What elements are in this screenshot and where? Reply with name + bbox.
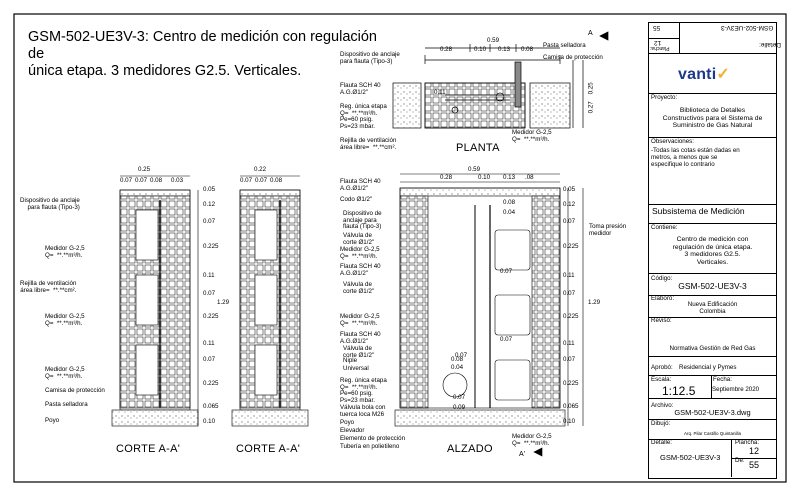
corte2-caption: CORTE A-A' xyxy=(236,443,301,455)
alzado-idim-6: 0.08 xyxy=(451,356,464,363)
plan-dim-4: 0.08 xyxy=(521,46,534,53)
corte1-rdim-7: 0.225 xyxy=(203,313,219,320)
plan-caption: PLANTA xyxy=(456,142,500,154)
corte1-dim-total: 0.25 xyxy=(138,166,151,173)
alzado-idim-2: 0.04 xyxy=(503,209,516,216)
alzado-label-universal: Universal xyxy=(343,365,369,372)
corte1-rdim-8: 0.11 xyxy=(203,340,215,347)
plan-label-rejilla: Rejilla de ventilación área libre= **.**cm². xyxy=(340,137,397,151)
alzado-label-medidor3: Medidor G-2,5 Q= **.**m³/h. xyxy=(512,433,552,447)
alzado-label-elevador: Elevador xyxy=(340,427,365,434)
alzado-label-valvula-bola: Válvula bola con tuerca loca M26 xyxy=(340,404,386,418)
title-line-1: GSM-502-UE3V-3: Centro de medición con regulación de xyxy=(28,29,377,62)
tb-top-code: GSM-502-UE3V-3 xyxy=(721,24,774,31)
tb-aprobo-v: Residencial y Pymes xyxy=(679,364,737,371)
plan-dim-027: 0.27 xyxy=(587,101,595,114)
alzado-label-elemento: Elemento de protección xyxy=(340,435,406,442)
corte1-label-camisa: Camisa de protección xyxy=(45,387,105,394)
alzado-dim-1: 0.28 xyxy=(440,174,453,181)
alzado-rdim-9: 0.07 xyxy=(563,356,576,363)
corte1-dim-3: 0.08 xyxy=(150,177,163,184)
tb-fecha-v: Septiembre 2020 xyxy=(712,386,760,393)
alzado-section-marker: A' xyxy=(519,451,526,458)
tb-archivo-v: GSM-502-UE3V-3.dwg xyxy=(674,408,751,417)
tb-subsistema: Subsistema de Medición xyxy=(652,206,745,216)
tb-detalle-v: GSM-502-UE3V-3 xyxy=(660,453,721,462)
tb-observ-v: -Todas las cotas están dadas en metros, a menos que se especifique lo contrario xyxy=(651,147,740,168)
alzado-rdim-10: 0.225 xyxy=(563,380,579,387)
alzado-rdim-2: 0.12 xyxy=(563,201,576,208)
tb-contiene-v: Centro de medición con regulación de única etapa. 3 medidores G2.5. Verticales. xyxy=(672,236,753,266)
sheet-title xyxy=(28,29,388,80)
alzado-label-flauta3: Flauta SCH 40 A.G.Ø1/2" xyxy=(340,331,381,345)
alzado-rdim-6: 0.07 xyxy=(563,290,576,297)
plan-dim-3: 0.13 xyxy=(498,46,511,53)
corte1-label-anclaje: Dispositivo de anclaje para flauta (Tipo-3) xyxy=(20,197,80,211)
corte2-dim-2: 0.07 xyxy=(255,177,268,184)
plan-label-anclaje: Dispositivo de anclaje para flauta (Tipo-3) xyxy=(340,51,400,65)
corte1-total: 1.29 xyxy=(217,299,230,306)
corte1-label-medidor2: Medidor G-2,5 Q= **.**m³/h. xyxy=(45,313,85,327)
plan-dim-025: 0.25 xyxy=(587,82,595,95)
corte1-view xyxy=(112,176,198,426)
tb-dibujo-h: Dibujó: xyxy=(651,420,671,427)
tb-elaboro-v: Nueva Edificación Colombia xyxy=(687,301,738,315)
corte1-rdim-3: 0.07 xyxy=(203,218,216,225)
corte2-dim-total: 0.22 xyxy=(254,166,267,173)
alzado-rdim-7: 0.225 xyxy=(563,313,579,320)
corte1-label-medidor1: Medidor G-2,5 Q= **.**m³/h. xyxy=(45,245,85,259)
alzado-rdim-11: 0.065 xyxy=(563,403,579,410)
corte1-rdim-12: 0.10 xyxy=(203,418,216,425)
alzado-dim-3: 0.13 xyxy=(503,174,516,181)
corte1-label-pasta: Pasta selladora xyxy=(45,401,88,408)
tb-proyecto-h: Proyecto: xyxy=(651,94,678,101)
corte2-dim-1: 0.07 xyxy=(240,177,253,184)
corte1-label-poyo: Poyo xyxy=(45,417,60,424)
alzado-rdim-5: 0.11 xyxy=(563,272,575,279)
alzado-idim-7: 0.04 xyxy=(451,364,464,371)
alzado-total: 1.29 xyxy=(588,299,601,306)
plan-section-marker: A xyxy=(588,30,593,37)
corte1-rdim-4: 0.225 xyxy=(203,243,219,250)
alzado-label-valvula3: Válvula de corte Ø1/2" xyxy=(343,345,375,359)
corte2-dim-3: 0.08 xyxy=(270,177,283,184)
tb-elaboro-h: Elaboró: xyxy=(651,295,675,302)
tb-aprobo-h: Aprobó: xyxy=(651,364,673,371)
tb-reviso-h: Revisó: xyxy=(651,317,672,324)
tb-plancha-v: 12 xyxy=(749,446,760,456)
tb-de-v: 55 xyxy=(749,460,760,470)
alzado-idim-4: 0.07 xyxy=(500,336,513,343)
logo-check-icon: ✓ xyxy=(716,66,730,83)
tb-escala-v: 1:12.5 xyxy=(662,384,696,398)
tb-reviso-v: Normativa Gestión de Red Gas xyxy=(669,345,756,352)
title-line-2: única etapa. 3 medidores G2.5. Verticales. xyxy=(28,63,302,79)
tb-detalle-rot: Detalle: xyxy=(759,41,782,48)
alzado-label-toma: Toma presión medidor xyxy=(589,223,627,237)
plan-label-pasta: Pasta selladora xyxy=(543,42,586,49)
tb-codigo-v: GSM-502-UE3V-3 xyxy=(678,281,747,291)
alzado-rdim-8: 0.11 xyxy=(563,340,575,347)
tb-codigo-h: Código: xyxy=(651,275,673,282)
corte2-view xyxy=(232,176,308,426)
corte1-rdim-5: 0.11 xyxy=(203,272,215,279)
tb-contiene-h: Contiene: xyxy=(651,224,678,231)
corte1-label-medidor3: Medidor G-2,5 Q= **.**m³/h. xyxy=(45,366,85,380)
plan-label-medidor: Medidor G-2,5 Q= **.**m³/h. xyxy=(512,129,552,143)
alzado-idim-8: 0.07 xyxy=(453,394,466,401)
alzado-label-flauta2: Flauta SCH 40 A.G.Ø1/2" xyxy=(340,263,381,277)
tb-archivo-h: Archivo: xyxy=(651,402,674,409)
corte1-rdim-11: 0.065 xyxy=(203,403,219,410)
alzado-rdim-4: 0.225 xyxy=(563,243,579,250)
plan-label-regulador: Reg. única etapa Q= **.**m³/h. Pe=60 psig. Ps=23 mbar. xyxy=(340,103,387,130)
corte1-dim-1: 0.07 xyxy=(120,177,133,184)
tb-de-h: De: xyxy=(735,457,745,464)
corte1-rdim-6: 0.07 xyxy=(203,290,216,297)
alzado-label-codo: Codo Ø1/2" xyxy=(340,196,373,203)
plan-dim-total: 0.59 xyxy=(487,37,500,44)
alzado-dim-total: 0.59 xyxy=(468,166,481,173)
tb-proyecto-v: Biblioteca de Detalles Constructivos para el Sistema de Suministro de Gas Natural xyxy=(662,107,763,129)
corte1-rdim-1: 0.05 xyxy=(203,186,216,193)
alzado-rdim-12: 0.10 xyxy=(563,418,576,425)
alzado-dim-4: .08 xyxy=(525,174,534,181)
alzado-dim-2: 0.10 xyxy=(478,174,491,181)
corte1-caption: CORTE A-A' xyxy=(116,443,181,455)
plan-label-flauta: Flauta SCH 40 A.G.Ø1/2" xyxy=(340,82,381,96)
alzado-label-niple: Niple xyxy=(343,357,358,364)
plan-dim-1: 0.28 xyxy=(440,46,453,53)
alzado-label-flauta1: Flauta SCH 40 A.G.Ø1/2" xyxy=(340,178,381,192)
alzado-label-regulador: Reg. única etapa Q= **.**m³/h. Pe=60 psig. Ps=23 mbar. xyxy=(340,377,387,404)
alzado-idim-9: 0.09 xyxy=(453,404,466,411)
corte1-dim-2: 0.07 xyxy=(135,177,148,184)
alzado-label-poyo: Poyo xyxy=(340,419,355,426)
corte1-rdim-2: 0.12 xyxy=(203,201,216,208)
alzado-label-tuberia: Tubería en polietileno xyxy=(340,443,400,450)
tb-num55-rot: 55 xyxy=(653,24,661,31)
alzado-view xyxy=(395,174,583,456)
alzado-idim-1: 0.08 xyxy=(503,199,516,206)
alzado-idim-5: 0.07 xyxy=(455,352,468,359)
tb-detalle-h: Detalle: xyxy=(651,439,672,446)
alzado-rdim-1: 0.05 xyxy=(563,186,576,193)
corte1-rdim-9: 0.07 xyxy=(203,356,216,363)
vanti-logo: vanti✓ xyxy=(678,66,730,83)
tb-escala-h: Escala: xyxy=(651,376,672,383)
alzado-label-medidor2: Medidor G-2,5 Q= **.**m³/h. xyxy=(340,313,380,327)
plan-label-camisa: Camisa de protección xyxy=(543,54,603,61)
tb-dibujo-v: Arq. Pilar Castillo Quintanilla xyxy=(683,431,742,436)
tb-plancha-h: Plancha: xyxy=(735,439,760,446)
alzado-label-anclaje: Dispositivo de anclaje para flauta (Tipo-3) xyxy=(343,210,382,231)
corte1-rdim-10: 0.225 xyxy=(203,380,219,387)
plan-dim-011: 0.11 xyxy=(434,89,446,96)
tb-num12-rot: 12 xyxy=(654,39,662,46)
tb-plancha-rot: Plancha: xyxy=(650,45,670,51)
alzado-label-medidor1: Medidor G-2,5 Q= **.**m³/h. xyxy=(340,246,380,260)
plan-dim-2: 0.10 xyxy=(474,46,487,53)
tb-observ-h: Observaciones: xyxy=(651,138,694,145)
alzado-idim-3: 0.07 xyxy=(500,268,513,275)
alzado-rdim-3: 0.07 xyxy=(563,218,576,225)
alzado-label-valvula2: Válvula de corte Ø1/2" xyxy=(343,281,375,295)
corte1-dim-4: 0.03 xyxy=(171,177,184,184)
alzado-caption: ALZADO xyxy=(447,443,493,455)
tb-fecha-h: Fecha: xyxy=(713,376,732,383)
corte1-label-rejilla: Rejilla de ventilación área libre= **.**cm². xyxy=(20,280,77,294)
alzado-label-valvula1: Válvula de corte Ø1/2" xyxy=(343,232,375,246)
